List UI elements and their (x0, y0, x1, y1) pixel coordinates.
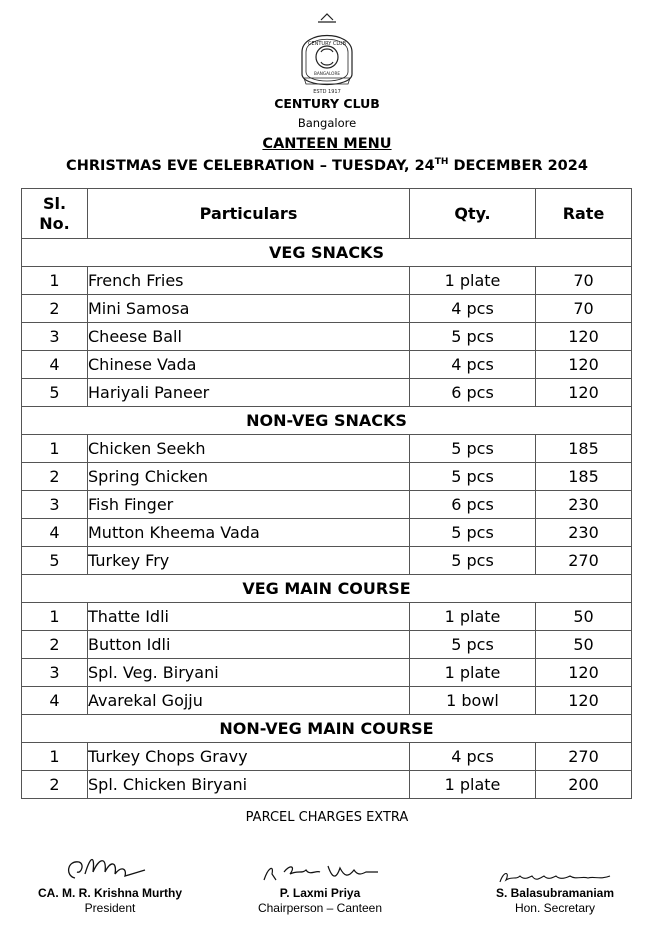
org-name: CENTURY CLUB (274, 96, 380, 111)
section-title: VEG MAIN COURSE (22, 575, 632, 603)
section-header-row (22, 407, 632, 435)
cell-sl: 2 (22, 771, 88, 799)
cell-qty: 4 pcs (410, 743, 536, 771)
cell-qty: 6 pcs (410, 379, 536, 407)
signatory-name: CA. M. R. Krishna Murthy (37, 886, 182, 900)
signatory-name: P. Laxmi Priya (279, 886, 361, 900)
cell-rate: 50 (536, 631, 632, 659)
table-row (22, 659, 632, 687)
table-row (22, 435, 632, 463)
cell-particulars: Hariyali Paneer (88, 379, 410, 407)
table-row (22, 631, 632, 659)
cell-rate: 120 (536, 351, 632, 379)
cell-qty: 5 pcs (410, 547, 536, 575)
cell-sl: 3 (22, 659, 88, 687)
section-header-row (22, 239, 632, 267)
table-row (22, 771, 632, 799)
cell-sl: 3 (22, 323, 88, 351)
signature-secretary (490, 868, 620, 886)
col-header-rate: Rate (536, 189, 632, 239)
event-title-sup: TH (434, 157, 449, 167)
table-row (22, 547, 632, 575)
cell-qty: 6 pcs (410, 491, 536, 519)
signatory-role: Hon. Secretary (514, 901, 596, 915)
table-row (22, 295, 632, 323)
cell-rate: 120 (536, 659, 632, 687)
cell-sl: 4 (22, 519, 88, 547)
section-header-row (22, 715, 632, 743)
signatory-president (20, 848, 200, 916)
club-logo (294, 12, 360, 96)
cell-particulars: Chicken Seekh (88, 435, 410, 463)
cell-particulars: Spring Chicken (88, 463, 410, 491)
logo-text-top: CENTURY CLUB (307, 41, 347, 47)
cell-qty: 4 pcs (410, 295, 536, 323)
cell-qty: 5 pcs (410, 519, 536, 547)
table-header-row (22, 189, 632, 239)
cell-rate: 230 (536, 519, 632, 547)
table-row (22, 519, 632, 547)
cell-particulars: Button Idli (88, 631, 410, 659)
cell-qty: 1 plate (410, 771, 536, 799)
cell-qty: 5 pcs (410, 631, 536, 659)
cell-sl: 2 (22, 631, 88, 659)
cell-rate: 70 (536, 295, 632, 323)
menu-body (22, 239, 632, 799)
cell-particulars: Cheese Ball (88, 323, 410, 351)
cell-sl: 1 (22, 743, 88, 771)
cell-rate: 120 (536, 379, 632, 407)
col-header-sl-line2: No. (39, 213, 70, 233)
cell-particulars: Turkey Chops Gravy (88, 743, 410, 771)
signature-president (55, 848, 165, 886)
table-row (22, 687, 632, 715)
event-title-suffix: DECEMBER 2024 (448, 158, 588, 174)
cell-particulars: Mutton Kheema Vada (88, 519, 410, 547)
col-header-sl (22, 189, 88, 239)
signatory-name: S. Balasubramaniam (495, 886, 615, 900)
cell-particulars: Spl. Chicken Biryani (88, 771, 410, 799)
cell-particulars: Spl. Veg. Biryani (88, 659, 410, 687)
table-row (22, 351, 632, 379)
col-header-particulars: Particulars (88, 189, 410, 239)
parcel-note: PARCEL CHARGES EXTRA (245, 810, 409, 825)
event-title-prefix: CHRISTMAS EVE CELEBRATION – TUESDAY, 24 (66, 158, 435, 174)
cell-rate: 230 (536, 491, 632, 519)
table-row (22, 267, 632, 295)
cell-qty: 5 pcs (410, 323, 536, 351)
cell-rate: 270 (536, 743, 632, 771)
cell-particulars: Thatte Idli (88, 603, 410, 631)
org-city: Bangalore (297, 116, 357, 130)
table-row (22, 491, 632, 519)
section-header-row (22, 575, 632, 603)
cell-qty: 5 pcs (410, 463, 536, 491)
cell-particulars: Fish Finger (88, 491, 410, 519)
cell-rate: 120 (536, 323, 632, 351)
cell-sl: 4 (22, 687, 88, 715)
cell-qty: 1 plate (410, 267, 536, 295)
cell-rate: 50 (536, 603, 632, 631)
table-row (22, 743, 632, 771)
cell-sl: 2 (22, 295, 88, 323)
cell-sl: 1 (22, 603, 88, 631)
cell-qty: 1 plate (410, 659, 536, 687)
cell-sl: 3 (22, 491, 88, 519)
cell-sl: 5 (22, 379, 88, 407)
table-row (22, 323, 632, 351)
cell-sl: 1 (22, 267, 88, 295)
signature-chairperson (250, 858, 390, 886)
table-row (22, 603, 632, 631)
col-header-sl-line1: Sl. (42, 193, 67, 213)
menu-title: CANTEEN MENU (262, 136, 392, 152)
cell-rate: 120 (536, 687, 632, 715)
cell-qty: 1 plate (410, 603, 536, 631)
col-header-qty: Qty. (410, 189, 536, 239)
table-row (22, 379, 632, 407)
cell-rate: 185 (536, 435, 632, 463)
cell-qty: 1 bowl (410, 687, 536, 715)
cell-particulars: Chinese Vada (88, 351, 410, 379)
cell-sl: 4 (22, 351, 88, 379)
cell-rate: 270 (536, 547, 632, 575)
cell-rate: 185 (536, 463, 632, 491)
cell-sl: 1 (22, 435, 88, 463)
section-title: VEG SNACKS (22, 239, 632, 267)
cell-rate: 200 (536, 771, 632, 799)
menu-table (21, 188, 632, 799)
signatory-role: President (84, 901, 136, 915)
logo-estd: ESTD 1917 (313, 89, 341, 95)
section-title: NON-VEG SNACKS (22, 407, 632, 435)
cell-particulars: Turkey Fry (88, 547, 410, 575)
cell-particulars: French Fries (88, 267, 410, 295)
logo-text-bottom: BANGALORE (313, 71, 341, 76)
signatory-chairperson (230, 858, 410, 916)
signatory-secretary (470, 868, 640, 916)
signatory-role: Chairperson – Canteen (257, 901, 383, 915)
cell-particulars: Mini Samosa (88, 295, 410, 323)
event-title (0, 158, 654, 174)
cell-particulars: Avarekal Gojju (88, 687, 410, 715)
section-title: NON-VEG MAIN COURSE (22, 715, 632, 743)
table-row (22, 463, 632, 491)
cell-qty: 4 pcs (410, 351, 536, 379)
cell-rate: 70 (536, 267, 632, 295)
cell-qty: 5 pcs (410, 435, 536, 463)
cell-sl: 5 (22, 547, 88, 575)
cell-sl: 2 (22, 463, 88, 491)
